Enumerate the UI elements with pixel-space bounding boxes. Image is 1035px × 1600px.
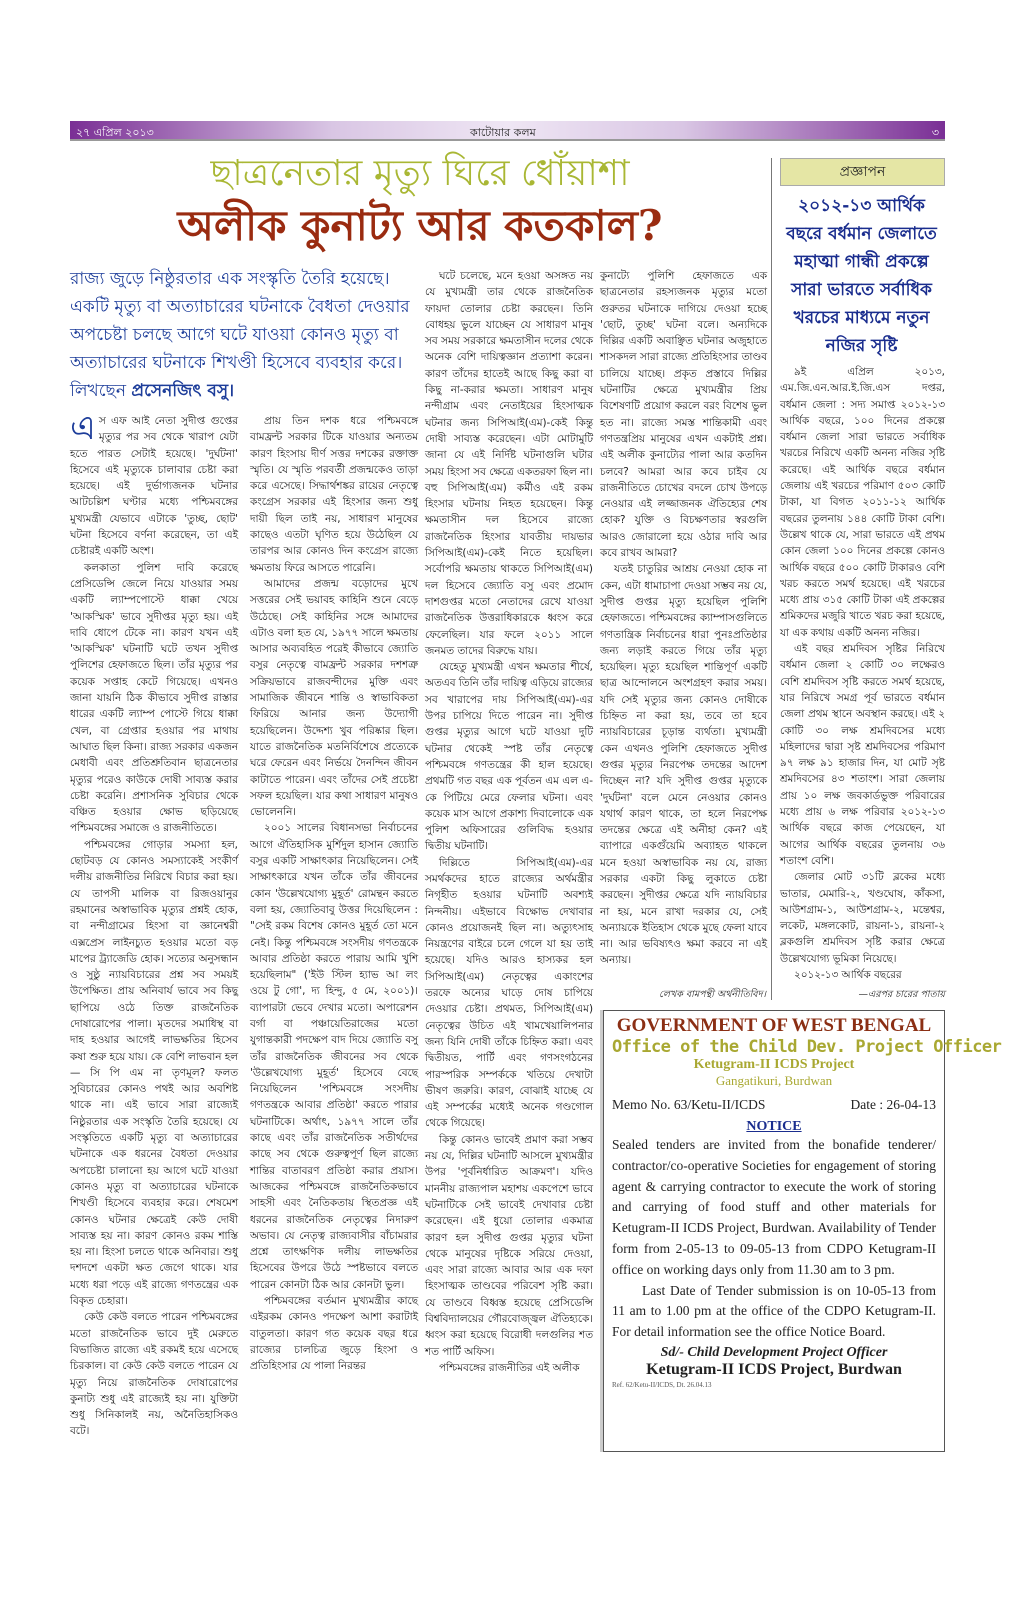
article-column-4 (600, 268, 767, 984)
issue-date: ২৭ এপ্রিল ২০১৩ (76, 126, 154, 139)
notice-reference: Ref. 62/Ketu-II/ICDS, Dt. 26.04.13 (612, 1380, 712, 1389)
paragraph: স এফ আই নেতা সুদীপ্ত গুপ্তের মৃত্যুর পর সব থেকে খারাপ যেটা হতে পারত সেটাই হয়েছে। 'দুর্ঘটনা' হিসেবে এই মৃত্যুকে চালাবার চেষ্টা করা হয়েছে। এই দুর্ভাগ্যজনক ঘটনার আটচল্লিশ ঘণ্টার মধ্যে পশ্চিমবঙ্গের মুখ্যমন্ত্রী যেভাবে এটাকে 'তুচ্ছ, ছোট' ঘটনা হিসেবে বর্ণনা করেছেন, তা এই চেষ্টারই একটি অংশ। (70, 415, 238, 558)
advertisement-body (778, 364, 945, 984)
tender-notice (603, 1010, 1002, 1452)
notice-paragraph: Last Date of Tender submission is on 10-05-13 from 11 am to 1.00 pm at the office of the CDPO Ketugram-II. For detail information see the office Notice Board. (612, 1282, 936, 1340)
paragraph: পশ্চিমবঙ্গের বর্তমান মুখ্যমন্ত্রীর কাছে এইরকম কোনও পদক্ষেপ আশা করাটাই বাতুলতা। কারণ গত কয়েক বছর ধরে রাজ্যের চালচিত্র জুড়ে হিংসা ও প্রতিহিংসার যে পালা নিরন্তর (250, 1295, 418, 1373)
advertisement-title: ২০১২-১৩ আর্থিক বছরে বর্ধমান জেলাতে মহাত্মা গান্ধী প্রকল্পে সারা ভারতে সর্বাধিক খরচের মাধ্যমে নতুন নজির সৃষ্টি (786, 196, 937, 356)
article-column-1 (70, 408, 238, 1455)
notice-body (612, 1135, 936, 1343)
article-columns-1-2 (70, 408, 418, 1455)
notice-office: Office of the Child Dev. Project Officer (612, 1037, 1002, 1057)
notice-signed: Sd/- Child Development Project Officer (660, 1344, 888, 1360)
advertisement (778, 158, 945, 984)
article-left-block (70, 265, 418, 1455)
continued-note: —এরপর চারের পাতায় (858, 989, 945, 1000)
headline-block (70, 150, 770, 262)
article-column-2 (250, 413, 418, 1455)
paragraph: দিল্লিতে সিপিআই(এম)-এর সমর্থকদের হাতে রাজ্যের অর্থমন্ত্রীর নিগৃহীত হওয়ার ঘটনাটি অবশ্যই নিন্দনীয়। এইভাবে বিক্ষোভ দেখাবার কোনও প্রয়োজনই ছিল না। অত্যুৎসাহ নিয়ন্ত্রণের বাইরে চলে গেলে যা হয় তাই হয়েছে। যদিও আরও হাস্যকর হল সিপিআই(এম) নেতৃত্বের একাংশের তরফে অন্যের ঘাড়ে দোষ চাপিয়ে দেওয়ার চেষ্টা। প্রথমত, সিপিআই(এম) নেতৃত্বের উচিত এই খামখেয়ালিপনার জন্য যিনি দোষী তাঁকে চিহ্নিত করা। এবং দ্বিতীয়ত, পার্টি এবং গণসংগঠনের পারস্পরিক সম্পর্ককে খতিয়ে দেখাটা ভীষণ জরুরি। কারণ, বোঝাই যাচ্ছে যে এই সম্পর্কের মধ্যেই অনেক গণ্ডগোল থেকে গিয়েছে। (425, 856, 593, 1130)
notice-paragraph: Sealed tenders are invited from the bonafide tenderer/ contractor/co-operative Societies for engagement of storing agent & carrying contractor to execute the work of storing and carrying of food stuff and other materials for Ketugram-II ICDS Project, Burdwan. Availability of Tender form from 2-05-13 to 09-05-13 from CDPO Ketugram-II office on working days only from 11.30 am to 3 pm. (612, 1137, 936, 1277)
paragraph: প্রায় তিন দশক ধরে পশ্চিমবঙ্গে বামফ্রন্ট সরকার টিকে যাওয়ার অন্যতম কারণ হিংসায় দীর্ণ সত্তর দশকের রক্তাক্ত স্মৃতি। যে স্মৃতি পরবর্তী প্রজন্মকেও তাড়া করে এসেছে। সিদ্ধার্থশঙ্কর রায়ের নেতৃত্বে কংগ্রেস সরকার এই হিংসার জন্য শুধু দায়ী ছিল তাই নয়, সাধারণ মানুষের কাছেও এতটা ঘৃণিত হয়ে উঠেছিল যে তারপর আর কোনও দিন কংগ্রেস রাজ্যে ক্ষমতায় ফিরে আসতে পারেনি। (250, 415, 418, 574)
headline-title: অলীক কুনাট্য আর কতকাল? (177, 201, 663, 250)
notice-signature: Ketugram-II ICDS Project, Burdwan (646, 1360, 902, 1378)
author-name: প্রসেনজিৎ বসু। (131, 381, 235, 401)
newspaper-name: কাটোয়ার কলম (470, 126, 536, 139)
memo-number: Memo No. 63/Ketu-II/ICDS (612, 1097, 766, 1112)
paragraph: এই বছর শ্রমদিবস সৃষ্টির নিরিখে বর্ধমান জেলা ২ কোটি ৩০ লক্ষেরও বেশি শ্রমদিবস সৃষ্টি করতে সমর্থ হয়েছে, যার নিরিখে সমগ্র পূর্ব ভারতে বর্ধমান জেলা প্রথম স্থানে অবস্থান করছে। এই ২ কোটি ৩০ লক্ষ শ্রমদিবসের মধ্যে মহিলাদের দ্বারা সৃষ্ট শ্রমদিবসের পরিমাণ ৯৭ লক্ষ ৯১ হাজার দিন, যা মোট সৃষ্ট শ্রমদিবসের ৪৩ শতাংশ। সারা জেলায় প্রায় ১০ লক্ষ জবকার্ডভুক্ত পরিবারের মধ্যে প্রায় ৬ লক্ষ পরিবার ২০১২-১৩ আর্থিক বছরে কাজ পেয়েছেন, যা আগের আর্থিক বছরের তুলনায় ৩৬ শতাংশ বেশি। (780, 643, 945, 867)
paragraph: আমাদের প্রজন্ম বড়োদের মুখে সত্তরের সেই ভয়াবহ কাহিনি শুনে বেড়ে উঠেছে। সেই কাহিনির সঙ্গে আমাদের এটাও বলা হত যে, ১৯৭৭ সালে ক্ষমতায় আসার অব্যবহিত পরেই কীভাবে জ্যোতি বসুর নেতৃত্বে বামফ্রন্ট সরকার দশশত্রু সক্রিয়ভাবে রাজবন্দীদের মুক্তি এবং সামাজিক জীবনে শান্তি ও স্বাভাবিকতা ফিরিয়ে আনার জন্য উদ্যোগী হয়েছিলেন। উদ্দেশ্য খুব পরিষ্কার ছিল। যাতে রাজনৈতিক মতনির্বিশেষে প্রত্যেকে ঘরে ফেরেন এবং নির্ভয়ে দৈনন্দিন জীবন কাটাতে পারেন। এবং তাঁদের সেই প্রচেষ্টা সফল হয়েছিল। যার কথা সাধারণ মানুষও ভোলেননি। (250, 577, 418, 819)
paragraph: কলকাতা পুলিশ দাবি করেছে প্রেসিডেন্সি জেলে নিয়ে যাওয়ার সময় একটি ল্যাম্পপোস্টে ধাক্কা খেয়ে 'আকস্মিক' ভাবে সুদীপ্তর মৃত্যু হয়। এই দাবি ধোপে টেকে না। কারণ যখন এই 'আকস্মিক' ঘটনাটি ঘটে তখন সুদীপ্ত পুলিশের হেফাজতে ছিল। তাঁর মৃত্যুর পর কয়েক সপ্তাহ কেটে গিয়েছে। এখনও জানা যায়নি ঠিক কীভাবে সুদীপ্ত রাস্তার ধারের একটি ল্যাম্প পোস্টে গিয়ে ধাক্কা খেল, বা গ্রেপ্তার হওয়ার পর মাথায় আঘাত ছিল কিনা। রাজ্য সরকার একজন মেধাবী এবং প্রতিশ্রুতিবান ছাত্রনেতার মৃত্যুর পরেও কাউকে দোষী সাব্যস্ত করার চেষ্টা করেনি। প্রশাসনিক সুবিচার থেকে বঞ্চিত হওয়ার ক্ষোভ ছড়িয়েছে পশ্চিমবঙ্গের সমাজে ও রাজনীতিতে। (70, 561, 238, 835)
notice-government: GOVERNMENT OF WEST BENGAL (616, 1015, 932, 1036)
paragraph: পশ্চিমবঙ্গের রাজনীতির এই অলীক (439, 1361, 580, 1374)
paragraph: ২০০১ সালের বিধানসভা নির্বাচনের আগে ঐতিহাসিক মুর্শিদুল হাসান জ্যোতি বসুর একটি সাক্ষাৎকার নিয়েছিলেন। সেই সাক্ষাৎকারে যখন তাঁকে তাঁর জীবনের কোন 'উল্লেখযোগ্য মুহূর্ত' রোমন্থন করতে বলা হয়, জ্যোতিবাবু উত্তর দিয়েছিলেন : "সেই রকম বিশেষ কোনও মুহূর্ত তো মনে নেই। কিন্তু পশ্চিমবঙ্গে সংসদীয় গণতন্ত্রকে আবার প্রতিষ্ঠা করতে পারায় আমি খুশি হয়েছিলাম" ('ইউ স্টিল হ্যাভ আ লং ওয়ে টু গো', দ্য হিন্দু, ৫ মে, ২০০১)। ব্যাপারটা ভেবে দেখার মতো। অপারেশন বর্গা বা পঞ্চায়েতিরাজের মতো যুগান্তকারী পদক্ষেপ বাদ দিয়ে জ্যোতি বসু তাঁর রাজনৈতিক জীবনের সব থেকে 'উল্লেখযোগ্য মুহূর্ত' হিসেবে বেছে নিয়েছিলেন 'পশ্চিমবঙ্গে সংসদীয় গণতন্ত্রকে আবার প্রতিষ্ঠা' করতে পারার ঘটনাটিকে। অর্থাৎ, ১৯৭৭ সালে তাঁর কাছে এবং তাঁর রাজনৈতিক সতীর্থদের কাছে সব থেকে গুরুত্বপূর্ণ ছিল রাজ্যে শান্তির বাতাবরণ প্রতিষ্ঠা করার প্রয়াস। আজকের পশ্চিমবঙ্গে রাজনৈতিকভাবে সাহসী এবং নৈতিকতায় স্থিতপ্রজ্ঞ এই ধরনের রাজনৈতিক নেতৃত্বের নিদারুণ অভাব। যে নেতৃত্ব রাজ্যবাসীর বাঁচামরার প্রশ্নে তাৎক্ষণিক দলীয় লাভক্ষতির হিসেবের উপরে উঠে স্পষ্টভাবে বলতে পারেন কোনটা ঠিক আর কোনটা ভুল। (250, 822, 418, 1291)
notice-memo-row (612, 1097, 936, 1113)
notice-date: Date : 26-04-13 (850, 1097, 936, 1112)
drop-cap: এ (70, 408, 96, 448)
article-intro (70, 265, 418, 405)
author-byline: লেখক বামপন্থী অর্থনীতিবিদ। (659, 989, 766, 1000)
headline-kicker: ছাত্রনেতার মৃত্যু ঘিরে ধোঁয়াশা (210, 153, 630, 194)
notice-heading: NOTICE (746, 1119, 802, 1134)
paragraph: কিন্তু কোনও ভাবেই প্রমাণ করা সম্ভব নয় যে, দিল্লির ঘটনাটি আসলে মুখ্যমন্ত্রীর উপর 'পূর্বনির্ধারিত আক্রমণ'। যদিও মাননীয় রাজ্যপাল মহাশয় একপেশে ভাবে ঘটনাটিকে সেই ভাবেই দেখাবার চেষ্টা করেছেন। এই ধুয়ো তোলার একমাত্র কারণ হল সুদীপ্ত গুপ্তর মৃত্যুর ঘটনা থেকে মানুষের দৃষ্টিকে সরিয়ে দেওয়া, এবং সারা রাজ্যে আবার আর এক দফা হিংসাত্মক তাণ্ডবের পরিবেশ সৃষ্টি করা। যে তাণ্ডবে বিধ্বস্ত হয়েছে প্রেসিডেন্সি বিশ্ববিদ্যালয়ের গৌরবোজ্জ্বল ঐতিহ্যকে। ধ্বংস করা হয়েছে বিরোধী দলগুলির শত শত পার্টি অফিস। (425, 1133, 593, 1358)
paragraph: জেলার মোট ৩১টি ব্লকের মধ্যে ভাতার, মেমারি-২, খণ্ডঘোষ, কাঁকসা, আউশগ্রাম-১, আউশগ্রাম-২, মন্তেশ্বর, লকেট, মঙ্গলকোট, রায়না-১, রায়না-২ ব্লকগুলি শ্রমদিবস সৃষ্টি করার ক্ষেত্রে উল্লেখযোগ্য ভূমিকা নিয়েছে। (780, 871, 945, 965)
column-divider (771, 158, 772, 1000)
paragraph: ঘটে চলেছে, মনে হওয়া অসঙ্গত নয় যে মুখ্যমন্ত্রী তার থেকে রাজনৈতিক ফায়দা তোলার চেষ্টা করছেন। তিনি বোধহয় ভুলে যাচ্ছেন যে সাধারণ মানুষ সব সময় সরকারে ক্ষমতাসীন দলের থেকে অনেক বেশি দায়িত্বজ্ঞান প্রত্যাশা করেন। কারণ তাঁদের হাতেই আছে কিছু করা বা কিছু না-করার ক্ষমতা। সাধারণ মানুষ নন্দীগ্রাম এবং নেতাইয়ের হিংসাত্মক ঘটনার জন্য সিপিআই(এম)-কেই কিন্তু দোষী সাব্যস্ত করেছেন। এটা মোটামুটি জানা যে এই নির্দিষ্ট ঘটনাগুলি ঘটার সময় হিংসা সব ক্ষেত্রে একতরফা ছিল না। বহু সিপিআই(এম) কর্মীও এই রকম হিংসার ঘটনায় নিহত হয়েছেন। কিন্তু ক্ষমতাসীন দল হিসেবে রাজ্যে রাজনৈতিক হিংসার যাবতীয় দায়ভার সিপিআই(এম)-কেই নিতে হয়েছিল। সর্বোপরি ক্ষমতায় থাকতে সিপিআই(এম) দল হিসেবে জ্যোতি বসু এবং প্রমোদ দাশগুপ্তর মতো নেতাদের রেখে যাওয়া রাজনৈতিক উত্তরাধিকারকে ধ্বংস করে ফেলেছিল। যার ফলে ২০১১ সালে জনমত তাদের বিরুদ্ধে যায়। (425, 270, 593, 657)
page-header-bar (70, 121, 945, 141)
page-number: ৩ (931, 126, 939, 139)
paragraph: যতই চাতুরির আশ্রয় নেওয়া হোক না কেন, এটা ধামাচাপা দেওয়া সম্ভব নয় যে, সুদীপ্ত গুপ্তর মৃত্যু হয়েছিল পুলিশি হেফাজতে। পশ্চিমবঙ্গের ক্যাম্পাসগুলিতে গণতান্ত্রিক নির্বাচনের ধারা পুনঃপ্রতিষ্ঠার জন্য লড়াই করতে গিয়ে তাঁর মৃত্যু হয়েছিল। মৃত্যু হয়েছিল শান্তিপূর্ণ একটি ছাত্র আন্দোলনে অংশগ্রহণ করার সময়। যদি সেই মৃত্যুর জন্য কোনও দোষীকে চিহ্নিত না করা হয়, তবে তা হবে ন্যায়বিচারের চূড়ান্ত ব্যর্থতা। মুখ্যমন্ত্রী কেন এখনও পুলিশি হেফাজতে সুদীপ্ত গুপ্তর মৃত্যুর নিরপেক্ষ তদন্তের আদেশ দিচ্ছেন না? যদি সুদীপ্ত গুপ্তর মৃত্যুকে 'দুর্ঘটনা' বলে মেনে নেওয়ার কোনও যথার্থ কারণ থাকে, তা হলে নিরপেক্ষ তদন্তের ক্ষেত্রে এই অনীহা কেন? এই ব্যাপারে একগুঁয়েমি অব্যাহত থাকলে মনে হওয়া অস্বাভাবিক নয় যে, রাজ্য সরকার একটা কিছু লুকাতে চেষ্টা করছেন। সুদীপ্তর ক্ষেত্রে যদি ন্যায়বিচার না হয়, মনে রাখা দরকার যে, সেই অন্যায়কে ইতিহাস থেকে মুছে ফেলা যাবে না। আর ভবিষ্যৎও ক্ষমা করবে না এই অন্যায়। (600, 563, 767, 967)
paragraph: যেহেতু মুখ্যমন্ত্রী এখন ক্ষমতার শীর্ষে, অতএব তিনি তাঁর দায়িত্ব এড়িয়ে রাজ্যের সব খারাপের দায় সিপিআই(এম)-এর উপর চাপিয়ে দিতে পারেন না। সুদীপ্ত গুপ্তর মৃত্যুর আগে ঘটে যাওয়া দুটি ঘটনার থেকেই স্পষ্ট তাঁর নেতৃত্বে পশ্চিমবঙ্গে গণতন্ত্রের কী হাল হয়েছে। প্রথমটি গত বছর এক পূর্বতন এম এল এ-কে পিটিয়ে মেরে ফেলার ঘটনা। এবং কয়েক মাস আগে প্রকাশ্য দিবালোকে এক পুলিশ অফিসারের গুলিবিদ্ধ হওয়ার দ্বিতীয় ঘটনাটি। (425, 661, 593, 853)
notice-project: Ketugram-II ICDS Project (693, 1057, 855, 1072)
paragraph: কুনাট্যে পুলিশি হেফাজতে এক ছাত্রনেতার রহস্যজনক মৃত্যুর মতো গুরুতর ঘটনাকে দাগিয়ে দেওয়া হচ্ছে 'ছোট, তুচ্ছ' ঘটনা বলে। অন্যদিকে দিল্লির একটি অবাঞ্ছিত ঘটনার অজুহাতে শাসকদল সারা রাজ্যে প্রতিহিংসার তাণ্ডব চালিয়ে যাচ্ছে। প্রকৃত প্রস্তাবে দিল্লির ঘটনাটির ক্ষেত্রে মুখ্যমন্ত্রীর প্রিয় বিশেষণটি প্রয়োগ করলে বরং বিশেষ ভুল হত না। রাজ্যে সমস্ত শান্তিকামী এবং গণতন্ত্রপ্রিয় মানুষের এখন একটাই প্রশ্ন। এই অলীক কুনাট্যের পালা আর কতদিন চলবে? আমরা আর কবে চাইব যে রাজনীতিতে চোখের বদলে চোখ উপড়ে নেওয়ার এই লজ্জাজনক ঐতিহ্যের শেষ হোক? যুক্তি ও বিচক্ষণতার স্বরগুলি আরও জোরালো হয়ে ওঠার দাবি আর কবে রাখব আমরা? (600, 270, 767, 560)
advertisement-label: প্রজ্ঞাপন (780, 158, 945, 186)
paragraph: ৯ই এপ্রিল ২০১৩, এম.জি.এন.আর.ই.জি.এস দপ্তর, বর্ধমান জেলা : সদ্য সমাপ্ত ২০১২-১৩ আর্থিক বছরে, ১০০ দিনের প্রকল্পে বর্ধমান জেলা সারা ভারতে সর্বাধিক খরচের নিরিখে একটি অনন্য নজির সৃষ্টি করেছে। এই আর্থিক বছরে বর্ধমান জেলায় এই খরচের পরিমাণ ৫০৩ কোটি টাকা, যা বিগত ২০১১-১২ আর্থিক বছরের তুলনায় ১৪৪ কোটি টাকা বেশি। উল্লেখ থাকে যে, সারা ভারতে এই প্রথম কোন জেলা ১০০ দিনের প্রকল্পে কোনও আর্থিক বছরে ৫০০ কোটি টাকারও বেশি খরচ করতে সমর্থ হয়েছে। এই খরচের মধ্যে প্রায় ৩১৫ কোটি টাকা এই প্রকল্পের শ্রমিকদের মজুরি খাতে খরচ করা হয়েছে, যা এক কথায় একটি অনন্য নজির। (780, 366, 945, 639)
article-column-3 (425, 268, 593, 1455)
notice-address: Gangatikuri, Burdwan (715, 1073, 833, 1088)
paragraph: কেউ কেউ বলতে পারেন পশ্চিমবঙ্গের মতো রাজনৈতিক ভাবে দুই মেরুতে বিভাজিত রাজ্যে এই রকমই হয়ে এসেছে চিরকাল। বা কেউ কেউ বলতে পারেন যে মৃত্যু নিয়ে রাজনৈতিক দোষারোপের কুনাট্য শুধু এই রাজ্যেই হয় না। যুক্তিটা শুধু সিনিকালই নয়, অনৈতিহাসিকও বটে। (70, 1311, 238, 1438)
paragraph: ২০১২-১৩ আর্থিক বছরের (794, 968, 902, 981)
intro-text: রাজ্য জুড়ে নিষ্ঠুরতার এক সংস্কৃতি তৈরি হয়েছে। একটি মৃত্যু বা অত্যাচারের ঘটনাকে বৈধতা দেওয়ার অপচেষ্টা চলছে আগে ঘটে যাওয়া কোনও মৃত্যু বা অত্যাচারের ঘটনাকে শিখণ্ডী হিসেবে ব্যবহার করে। লিখছেন (70, 269, 410, 401)
paragraph: পশ্চিমবঙ্গের গোড়ার সমস্যা হল, ছোটবড় যে কোনও সমস্যাকেই সংকীর্ণ দলীয় রাজনীতির নিরিখে বিচার করা হয়। যে তাপসী মালিক বা রিজওয়ানুর রহমানের অস্বাভাবিক মৃত্যুর প্রশ্নই হোক, বা নন্দীগ্রামের হিংসা বা জ্ঞানেশ্বরী এক্সপ্রেস লাইনচ্যুত হওয়ার মতো বড় মাপের ট্র্যাজেডি হোক। সত্যের অনুসন্ধান ও সুষ্ঠু ন্যায়বিচারের প্রশ্ন সব সময়ই উপেক্ষিত। প্রায় অনিবার্য ভাবে সব কিছু ছাপিয়ে ওঠে তিক্ত রাজনৈতিক দোষারোপের পালা। মৃতদের সমাধিস্থ বা দাহ হওয়ার আগেই লাভক্ষতির হিসেব কষা শুরু হয়ে যায়। কে বেশি লাভবান হল— সি পি এম না তৃণমূল? ফলত সুবিচারের কোনও পথই আর অবশিষ্ট থাকে না। এই ভাবে সারা রাজ্যেই নিষ্ঠুরতার এক সংস্কৃতি তৈরি হয়েছে। যে সংস্কৃতিতে একটি মৃত্যু বা অত্যাচারের ঘটনাকে এক ধরনের বৈধতা দেওয়ার অপচেষ্টা চালানো হয় আগে ঘটে যাওয়া কোনও মৃত্যু বা অত্যাচারের ঘটনাকে শিখণ্ডী হিসেবে ব্যবহার করে। শেষমেশ কোনও ঘটনার ক্ষেত্রেই কেউ দোষী সাব্যস্ত হয় না। কারণ কোনও রকম শাস্তি হয় না। হিংসা চলতে থাকে অনিবার। শুধু দশদশে একটা ক্ষত জেগে থাকে। যার মধ্যে ধরা পড়ে এই রাজ্যে গণতন্ত্রের এক বিকৃত চেহারা। (70, 838, 238, 1308)
